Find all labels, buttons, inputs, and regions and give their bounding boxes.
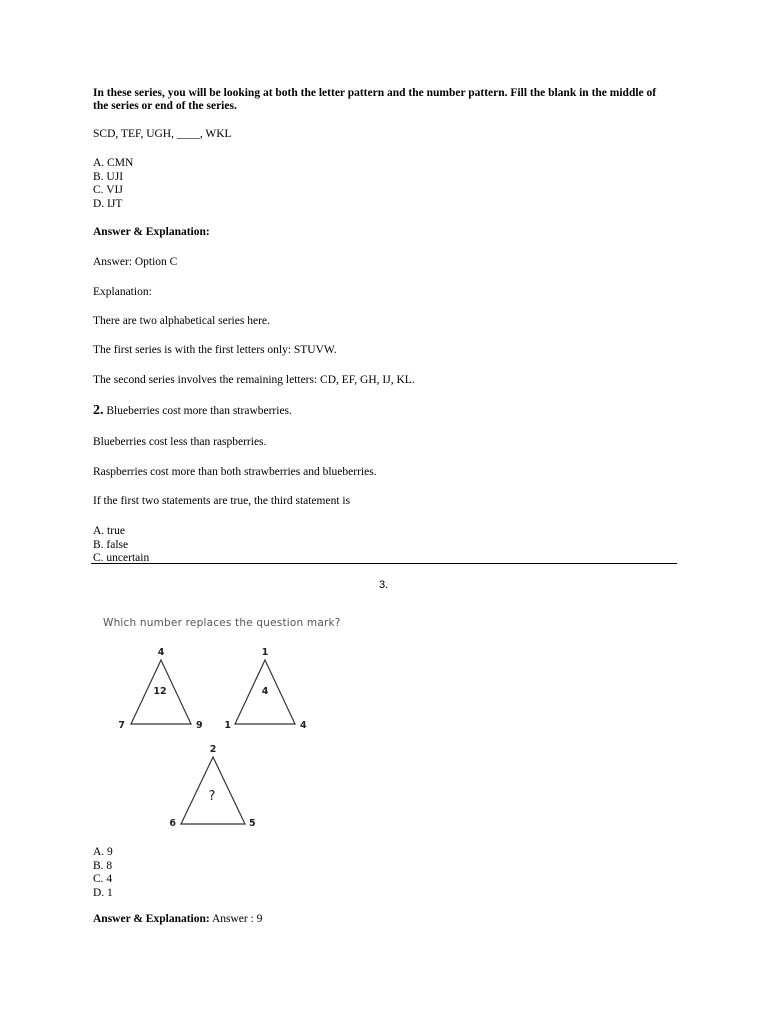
triangle-1-center: 12 [153,686,167,697]
q1-answer: Answer: Option C [93,256,178,268]
q1-instructions: In these series, you will be looking at both the letter pattern and the number pattern. Fill the blank in the middle of the series or end of the series. [93,87,657,113]
triangle-puzzle-image [95,612,395,837]
triangle-3 [169,744,255,829]
q1-option-a: A. CMN [93,157,134,169]
q1-explanation-line: The second series involves the remaining letters: CD, EF, GH, IJ, KL. [93,374,415,386]
triangle-3-right: 5 [249,818,256,829]
triangle-1-right: 9 [196,720,203,731]
q2-statement-2: Blueberries cost less than raspberries. [93,436,267,448]
triangle-3-top: 2 [209,744,217,755]
q1-option-b: B. UJI [93,170,124,183]
q2-statement-1 [93,404,292,418]
q2-statement-1-text: Blueberries cost more than strawberries. [106,405,292,417]
q2-options [93,525,149,566]
q2-number: 2. [93,403,104,418]
q1-explanation-line: There are two alphabetical series here. [93,315,270,327]
q2-statement-3: Raspberries cost more than both strawberries and blueberries. [93,466,377,478]
triangle-2 [224,647,307,731]
q1-options [93,157,133,211]
q3-option-a: A. 9 [93,846,113,858]
q2-option-a: A. true [93,525,125,537]
q1-option-d: D. IJT [93,197,123,210]
triangle-3-left: 6 [169,818,176,829]
q3-option-b: B. 8 [93,859,113,872]
triangle-2-right: 4 [300,720,307,731]
q3-question: Which number replaces the question mark? [103,617,341,629]
divider-line [91,563,677,564]
q1-explanation-line: The first series is with the first letters only: STUVW. [93,344,337,356]
q3-options [93,846,113,900]
triangle-2-left: 1 [224,720,231,731]
triangle-2-center: 4 [261,686,269,697]
triangle-1-left: 7 [118,720,125,731]
q2-option-c: C. uncertain [93,552,150,564]
q3-answer-line [93,913,262,926]
triangle-3-center: ? [208,789,216,804]
triangle-1 [118,647,202,731]
q2-prompt: If the first two statements are true, the third statement is [93,495,351,507]
q3-answer-heading: Answer & Explanation: [93,913,210,925]
q1-series: SCD, TEF, UGH, ____, WKL [93,128,232,140]
triangle-1-top: 4 [157,647,165,658]
triangle-2-top: 1 [261,647,269,658]
q1-explanation-label: Explanation: [93,286,152,298]
q3-number: 3. [379,579,389,591]
q2-option-b: B. false [93,538,129,551]
q1-answer-heading: Answer & Explanation: [93,226,210,238]
q3-answer: Answer : 9 [209,913,263,925]
q3-option-c: C. 4 [93,873,113,885]
q1-option-c: C. VIJ [93,184,123,196]
q3-option-d: D. 1 [93,886,113,899]
q3-figure [95,612,395,837]
